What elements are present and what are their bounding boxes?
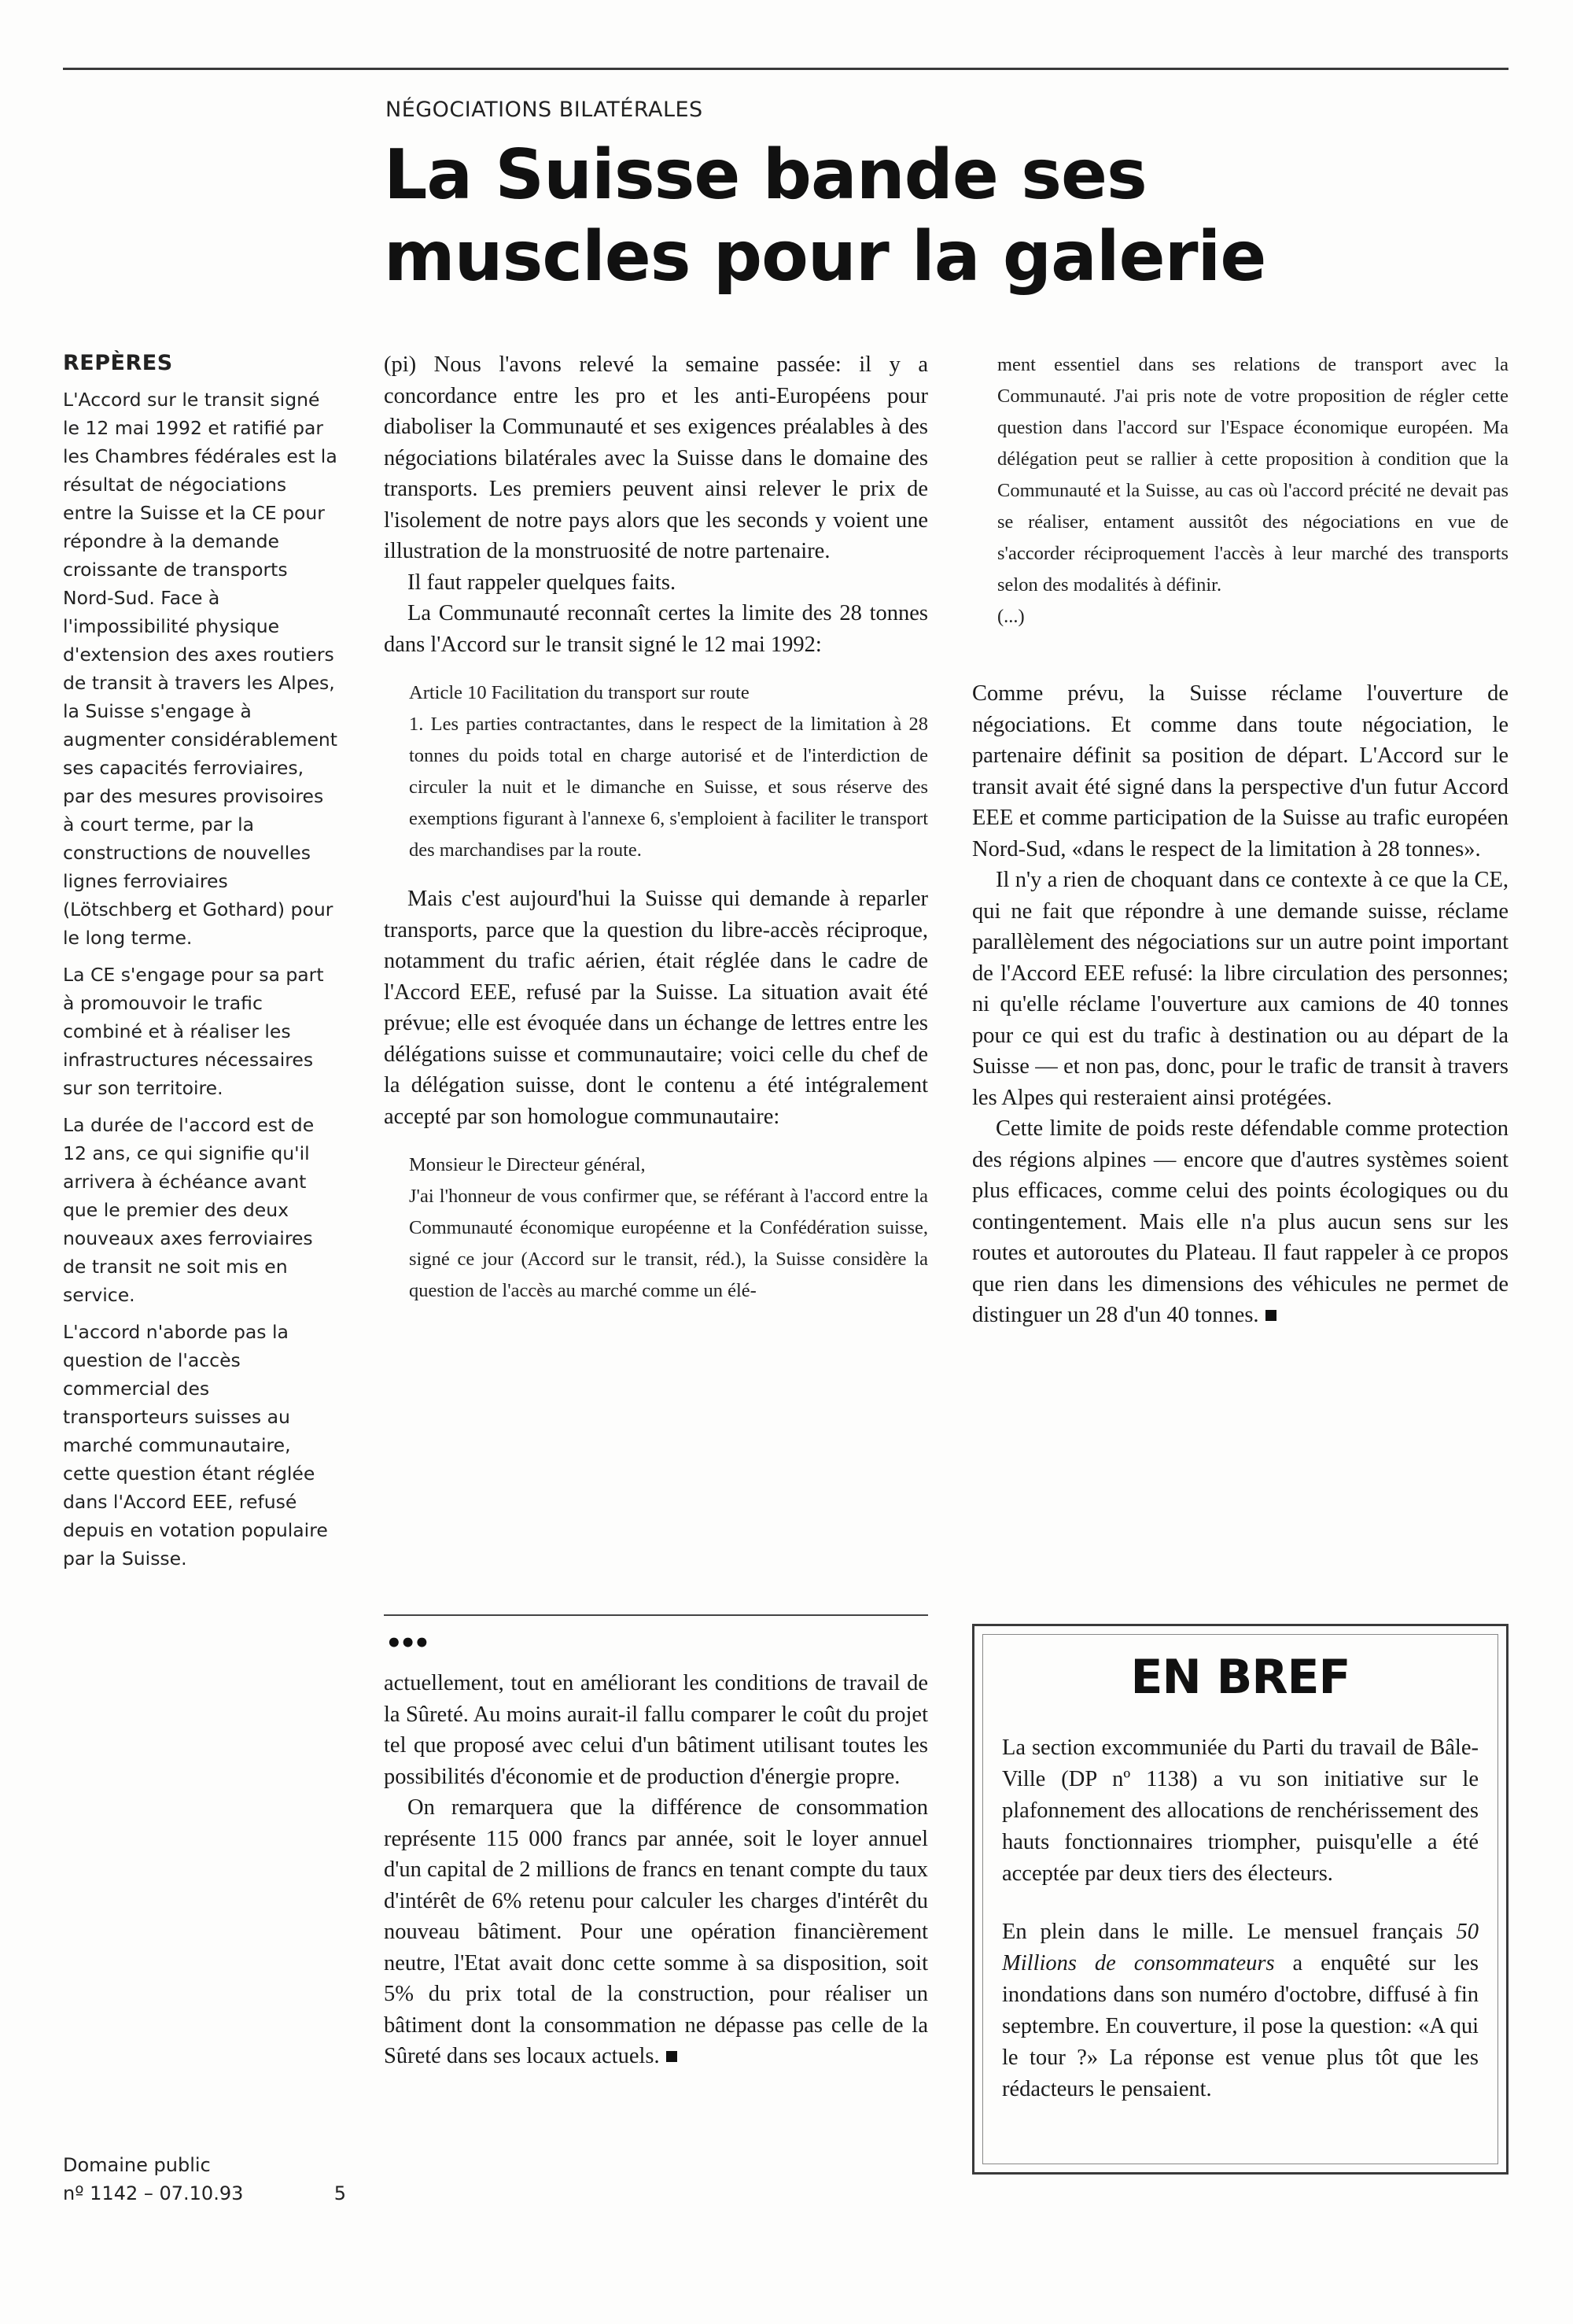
article-paragraph bbox=[384, 1792, 928, 2072]
letter-ellipsis: (...) bbox=[997, 606, 1025, 627]
article-paragraph: actuellement, tout en améliorant les conditions de travail de la Sûreté. Au moins aurait-il fallu comparer le coût du projet tel que proposé avec celui d'un bâtiment utilisant toutes les possibilités d'économie et de production d'énergie propre. bbox=[384, 1671, 928, 1789]
letter-quote bbox=[384, 1149, 928, 1307]
article-headline: La Suisse bande ses muscles pour la galerie bbox=[384, 135, 1266, 297]
en-bref-text: a enquêté sur les inondations dans son numéro d'octobre, diffusé à fin septembre. En couverture, il pose la question: «A qui le tour ?» La réponse est venue plus tôt que les rédacteurs le pensaient. bbox=[1002, 1951, 1479, 2101]
article-column-1 bbox=[384, 349, 928, 1324]
sidebar-paragraph: La CE s'engage pour sa part à promouvoir le trafic combiné et à réaliser les infrastructures nécessaires sur son territoire. bbox=[63, 964, 324, 1099]
en-bref-inner bbox=[982, 1634, 1498, 2164]
treaty-article-text: 1. Les parties contractantes, dans le respect de la limitation à 28 tonnes du poids total en charge autorisé et de l'interdiction de circuler la nuit et le dimanche en Suisse, et sous réserve des exemptions figurant à l'annexe 6, s'emploient à faciliter le transport des marchandises par la route. bbox=[409, 714, 928, 861]
article-paragraph: Il faut rappeler quelques faits. bbox=[407, 570, 676, 595]
sidebar-paragraph: La durée de l'accord est de 12 ans, ce qui signifie qu'il arrivera à échéance avant que le premier des deux nouveaux axes ferroviaires de transit ne soit mis en service. bbox=[63, 1114, 315, 1306]
article-column-2 bbox=[972, 349, 1509, 1331]
article-paragraph: Comme prévu, la Suisse réclame l'ouverture de négociations. Et comme dans toute négociation, le partenaire définit sa position de départ. L'Accord sur le transit avait été signé dans la perspective d'un futur Accord EEE et comme participation de la Suisse au trafic européen Nord-Sud, «dans le respect de la limitation à 28 tonnes». bbox=[972, 681, 1509, 861]
sidebar-paragraph: L'Accord sur le transit signé le 12 mai 1992 et ratifié par les Chambres fédérales est la résultat de négociations entre la Suisse et la CE pour répondre à la demande croissante de transports Nord-Sud. Face à l'impossibilité physique d'extension des axes routiers de transit à travers les Alpes, la Suisse s'engage à augmenter considérablement ses capacités ferroviaires, par des mesures provisoires à court terme, par la constructions de nouvelles lignes ferroviaires (Lötschberg et Gothard) pour le long terme. bbox=[63, 389, 338, 949]
article-final-text: Cette limite de poids reste défendable comme protection des régions alpines — encore que d'autres systèmes soient plus efficaces, comme celui des points écologiques ou du contingentement. Mais elle n'a plus aucun sens sur les routes et autoroutes du Plateau. Il faut rappeler à ce propos que rien dans les dimensions des véhicules ne permet de distinguer un 28 d'un 40 tonnes. bbox=[972, 1116, 1509, 1327]
treaty-article-heading: Article 10 Facilitation du transport sur route bbox=[409, 682, 750, 703]
treaty-quote bbox=[384, 677, 928, 866]
en-bref-lead: En plein dans le mille. Le mensuel français bbox=[1002, 1920, 1457, 1944]
article-paragraph: Mais c'est aujourd'hui la Suisse qui demande à reparler transports, parce que la question du libre-accès réciproque, notamment du trafic aérien, était réglée dans le cadre de l'Accord EEE, refusé par la Suisse. La situation avait été prévue; elle est évoquée dans un échange de lettres entre les délégations suisse et communautaire; voici celle du chef de la délégation suisse, dont le contenu a été intégralement accepté par son homologue communautaire: bbox=[384, 887, 928, 1129]
en-bref-title: EN BREF bbox=[1130, 1650, 1350, 1705]
end-mark-square bbox=[666, 2051, 677, 2062]
en-bref-item: La section excommuniée du Parti du travail de Bâle-Ville (DP nº 1138) a vu son initiative sur le plafonnement des allocations de renchérissement des hauts fonctionnaires triompher, puisqu'elle a été acceptée par deux tiers des électeurs. bbox=[1002, 1736, 1479, 1886]
page-footer bbox=[63, 2151, 346, 2208]
letter-text: J'ai l'honneur de vous confirmer que, se référant à l'accord entre la Communauté économique européenne et la Confédération suisse, signé ce jour (Accord sur le transit, réd.), la Suisse considère la question de l'accès au marché comme un élé- bbox=[409, 1186, 928, 1301]
article-paragraph bbox=[972, 1113, 1509, 1331]
letter-salutation: Monsieur le Directeur général, bbox=[409, 1154, 646, 1175]
magazine-title: 50 Millions de consommateurs bbox=[1002, 1920, 1479, 1975]
publication-name: Domaine public bbox=[63, 2154, 211, 2176]
continuation-rule bbox=[384, 1614, 928, 1616]
page-number: 5 bbox=[333, 2182, 346, 2204]
section-kicker: NÉGOCIATIONS BILATÉRALES bbox=[385, 98, 703, 122]
continuation-marker: ••• bbox=[385, 1628, 428, 1659]
sidebar-paragraph: L'accord n'aborde pas la question de l'accès commercial des transporteurs suisses au marché communautaire, cette question étant réglée dans l'Accord EEE, refusé depuis en votation populaire par la Suisse. bbox=[63, 1321, 328, 1570]
continued-final-text: On remarquera que la différence de consommation représente 115 000 francs par année, soit le loyer annuel d'un capital de 2 millions de francs en tenant compte du taux d'intérêt de 6% retenu pour calculer les charges d'intérêt du nouveau bâtiment. Pour une opération financièrement neutre, l'Etat avait donc cette somme à sa disposition, soit 5% du prix total de la construction, pour réaliser un bâtiment dont la consommation ne dépasse pas celle de la Sûreté dans ses locaux actuels. bbox=[384, 1795, 928, 2068]
article-paragraph: La Communauté reconnaît certes la limite des 28 tonnes dans l'Accord sur le transit signé le 12 mai 1992: bbox=[384, 601, 928, 657]
article-paragraph: Il n'y a rien de choquant dans ce contexte à ce que la CE, qui ne fait que répondre à une demande suisse, réclame parallèlement des négociations sur un autre point important de l'Accord EEE refusé: la libre circulation des personnes; ni qu'elle réclame l'ouverture aux camions de 40 tonnes pour ce qui est du trafic à destination ou au départ de la Suisse — et non pas, donc, pour le trafic de transit à travers les Alpes qui resteraient ainsi protégées. bbox=[972, 868, 1509, 1110]
article-paragraph: (pi) Nous l'avons relevé la semaine passée: il y a concordance entre les pro et les anti-Européens pour diaboliser la Communauté et ses exigences préalables à des négociations bilatérales avec la Suisse dans le domaine des transports. Les premiers peuvent ainsi relever le prix de l'isolement de notre pays alors que les seconds y voient une illustration de la monstruosité de notre partenaire. bbox=[384, 352, 928, 563]
continued-article bbox=[384, 1668, 928, 2072]
letter-quote-continued bbox=[972, 349, 1509, 633]
sidebar-heading: REPÈRES bbox=[63, 351, 173, 375]
end-mark-square bbox=[1265, 1310, 1276, 1321]
letter-text: ment essentiel dans ses relations de transport avec la Communauté. J'ai pris note de votre proposition de régler cette question dans l'accord sur l'Espace économique européen. Ma délégation peut se rallier à cette proposition à condition que la Communauté et la Suisse, au cas où l'accord précité ne devait pas se réaliser, entament aussitôt des négociations en vue de s'accorder réciproquement l'accès à leur marché des transports selon des modalités à définir. bbox=[997, 354, 1509, 596]
reperes-sidebar bbox=[63, 349, 338, 1581]
en-bref-item bbox=[1002, 1916, 1479, 2105]
en-bref-box bbox=[972, 1624, 1509, 2175]
top-rule bbox=[63, 68, 1509, 70]
issue-number: nº 1142 – 07.10.93 bbox=[63, 2182, 244, 2204]
